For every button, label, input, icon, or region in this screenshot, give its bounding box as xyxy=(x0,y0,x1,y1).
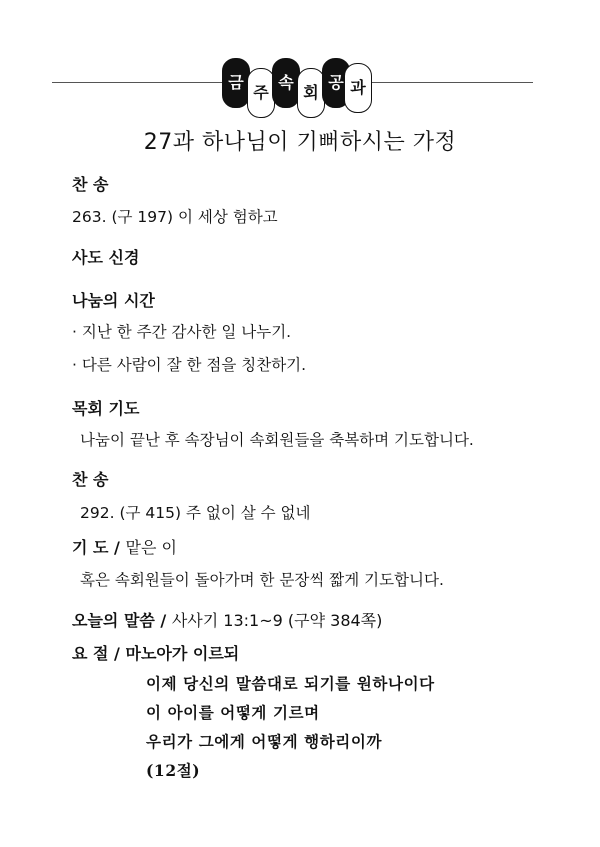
hymn2-text: 292. (구 415) 주 없이 살 수 없네 xyxy=(80,504,311,522)
hymn2-label: 찬 송 xyxy=(72,470,109,489)
lesson-title: 27과 하나님이 기뻐하시는 가정 xyxy=(143,130,457,155)
badge-char-5: 공 xyxy=(322,58,350,108)
prayer-text: 혹은 속회원들이 돌아가며 한 문장씩 짧게 기도합니다. xyxy=(80,571,444,589)
badge-char-3: 속 xyxy=(272,58,300,108)
sharing-item-2: · 다른 사람이 잘 한 점을 칭찬하기. xyxy=(72,356,307,374)
header-badge xyxy=(220,58,372,108)
sharing-item-1: · 지난 한 주간 감사한 일 나누기. xyxy=(72,323,292,341)
prayer-label xyxy=(72,535,177,558)
word-label-text: 오늘의 말씀 / xyxy=(72,611,167,630)
key-verse-label-text: 요 절 / xyxy=(72,644,120,663)
badge-char-2: 주 xyxy=(247,68,275,118)
key-verse-citation: (12절) xyxy=(146,761,201,780)
key-verse-intro: 마노아가 이르되 xyxy=(125,644,240,663)
creed-label: 사도 신경 xyxy=(72,248,140,267)
badge-char-4: 회 xyxy=(297,68,325,118)
key-verse-line-2: 이 아이를 어떻게 기르며 xyxy=(146,703,320,722)
header-rule-right xyxy=(370,82,533,83)
prayer-assignee: 맡은 이 xyxy=(125,538,177,557)
key-verse-line-3: 우리가 그에게 어떻게 행하리이까 xyxy=(146,732,383,751)
prayer-label-text: 기 도 / xyxy=(72,538,120,557)
pastoral-prayer-label: 목회 기도 xyxy=(72,399,140,418)
sharing-label: 나눔의 시간 xyxy=(72,291,155,310)
hymn1-label: 찬 송 xyxy=(72,175,109,194)
header-rule-left xyxy=(52,82,222,83)
badge-char-1: 금 xyxy=(222,58,250,108)
badge-char-6: 과 xyxy=(344,63,372,113)
key-verse-line-1: 이제 당신의 말씀대로 되기를 원하나이다 xyxy=(146,674,435,693)
hymn1-text: 263. (구 197) 이 세상 험하고 xyxy=(72,208,278,226)
word-label xyxy=(72,608,382,631)
key-verse-label xyxy=(72,641,239,664)
pastoral-prayer-text: 나눔이 끝난 후 속장님이 속회원들을 축복하며 기도합니다. xyxy=(80,431,474,449)
word-reference: 사사기 13:1~9 (구약 384쪽) xyxy=(171,611,383,630)
